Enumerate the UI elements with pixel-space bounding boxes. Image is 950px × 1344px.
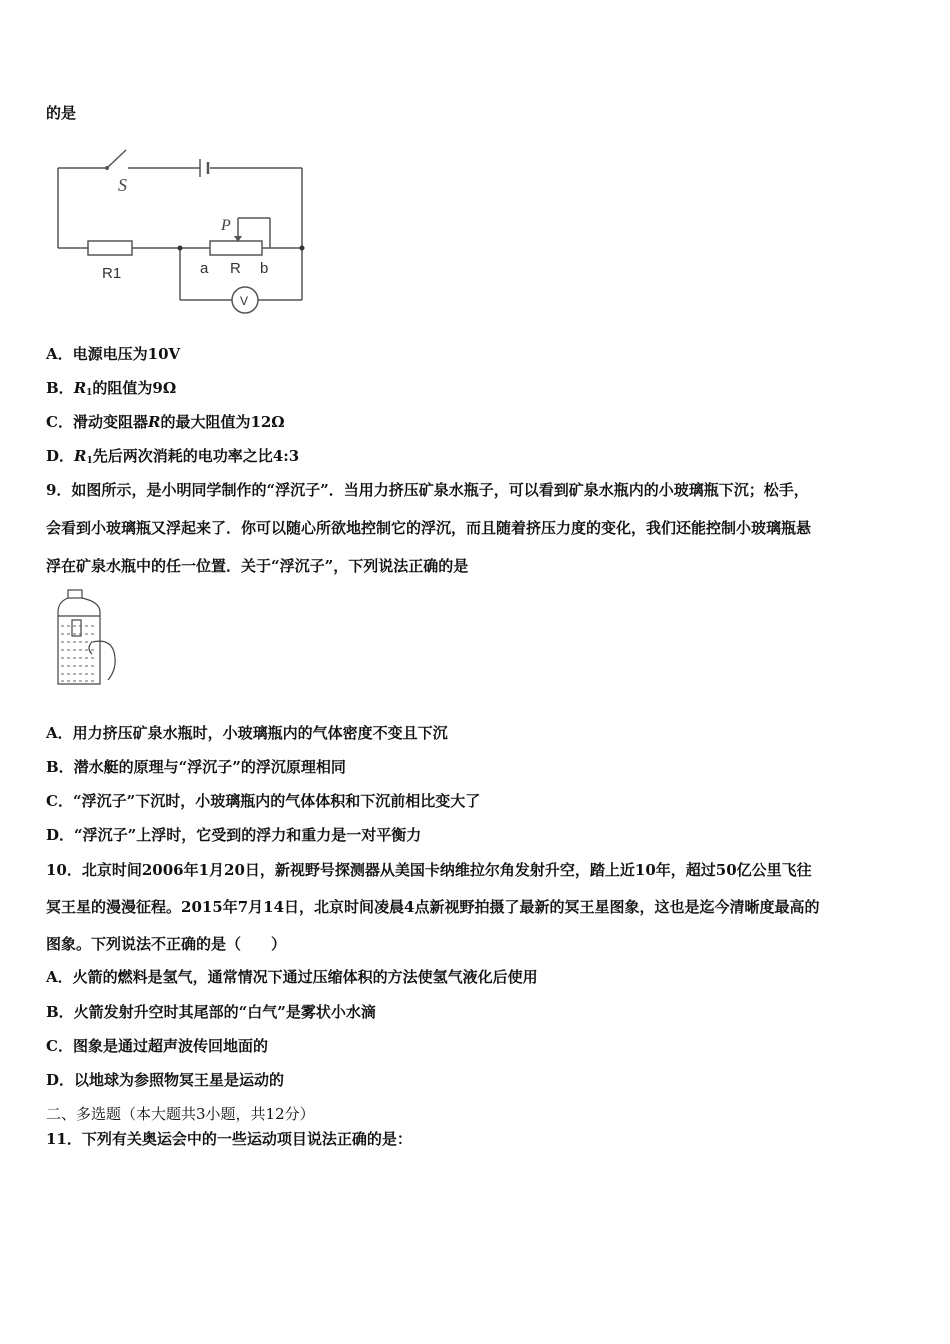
a-label: a	[200, 260, 209, 277]
circuit-diagram	[50, 140, 320, 320]
q8-option-b: B．$R_1$的阻值为9Ω	[46, 379, 177, 398]
q8-option-c: C．滑动变阻器R的最大阻值为12Ω	[46, 413, 285, 431]
q10-option-c: C．图象是通过超声波传回地面的	[46, 1037, 268, 1055]
q10-option-a: A．火箭的燃料是氢气，通常情况下通过压缩体积的方法使氢气液化后使用	[46, 968, 538, 986]
p-label: P	[221, 217, 231, 234]
q9-stem-line-1: 9．如图所示，是小明同学制作的“浮沉子”．当用力挤压矿泉水瓶子，可以看到矿泉水瓶内的小玻璃瓶下沉；松手，	[46, 481, 809, 499]
q10-stem-line-1: 10．北京时间2006年1月20日，新视野号探测器从美国卡纳维拉尔角发射升空，踏上近10年，超过50亿公里飞往	[46, 861, 812, 879]
q9-stem-line-3: 浮在矿泉水瓶中的任一位置．关于“浮沉子”，下列说法正确的是	[46, 557, 469, 575]
q9-stem-line-2: 会看到小玻璃瓶又浮起来了．你可以随心所欲地控制它的浮沉，而且随着挤压力度的变化，我们还能控制小玻璃瓶悬	[46, 519, 812, 537]
b-label: b	[260, 260, 269, 277]
q10-stem-line-3: 图象。下列说法不正确的是（ ）	[46, 935, 287, 953]
q9-option-c: C．“浮沉子”下沉时，小玻璃瓶内的气体体积和下沉前相比变大了	[46, 792, 481, 810]
q10-option-b: B．火箭发射升空时其尾部的“白气”是雾状小水滴	[46, 1003, 376, 1021]
q9-option-a: A．用力挤压矿泉水瓶时，小玻璃瓶内的气体密度不变且下沉	[46, 724, 448, 742]
r1-label: R1	[102, 265, 122, 282]
switch-label: S	[118, 175, 127, 195]
q8-stem-tail: 的是	[46, 104, 77, 122]
section-title-multiple-choice: 二、多选题（本大题共3小题，共12分）	[46, 1105, 315, 1123]
q8-option-d: D．$R_1$先后两次消耗的电功率之比4:3	[46, 447, 300, 466]
cartesian-diver-bottle-figure	[52, 588, 124, 688]
q10-option-d: D．以地球为参照物冥王星是运动的	[46, 1071, 285, 1089]
q11-stem: 11．下列有关奥运会中的一些运动项目说法正确的是：	[46, 1130, 412, 1148]
voltmeter-label: V	[240, 294, 249, 308]
q9-option-b: B．潜水艇的原理与“浮沉子”的浮沉原理相同	[46, 758, 346, 776]
q10-stem-line-2: 冥王星的漫漫征程。2015年7月14日，北京时间凌晨4点新视野拍摄了最新的冥王星图象，这也是迄今清晰度最高的	[46, 898, 820, 916]
q8-option-a: A．电源电压为10V	[46, 345, 181, 363]
q9-option-d: D．“浮沉子”上浮时，它受到的浮力和重力是一对平衡力	[46, 826, 422, 844]
r-label: R	[230, 260, 241, 277]
